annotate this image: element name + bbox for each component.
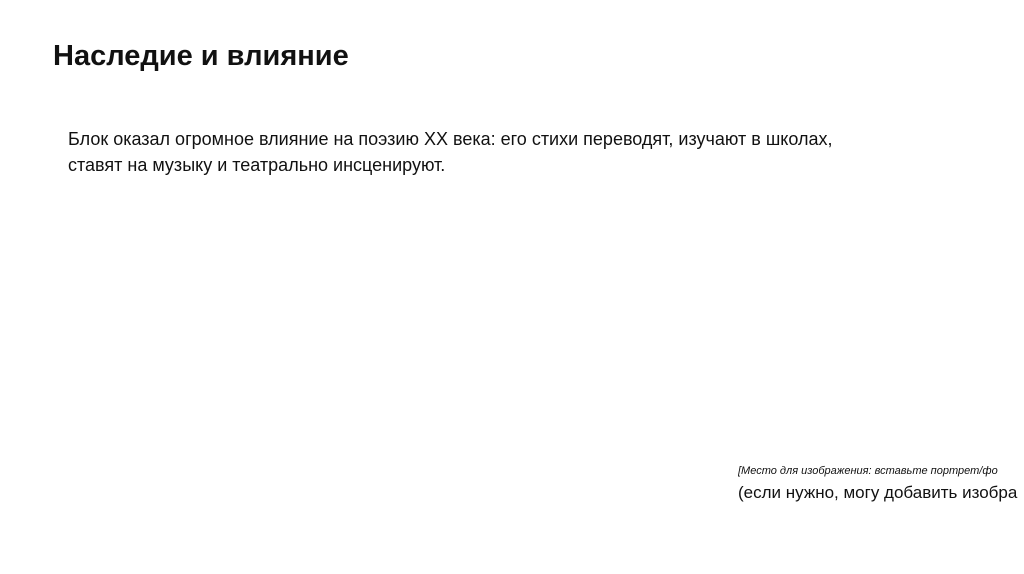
slide-title: Наследие и влияние [53, 40, 349, 72]
body-line-2: ставят на музыку и театрально инсценируют. [68, 155, 446, 175]
image-placeholder-note [738, 462, 1024, 506]
slide-body [68, 126, 968, 178]
body-line-1: Блок оказал огромное влияние на поэзию XX века: его стихи переводят, изучают в школах, [68, 129, 833, 149]
image-placeholder-text: (если нужно, могу добавить изобра [738, 483, 1018, 502]
image-placeholder-caption: [Место для изображения: вставьте портрет/фо [738, 465, 998, 477]
